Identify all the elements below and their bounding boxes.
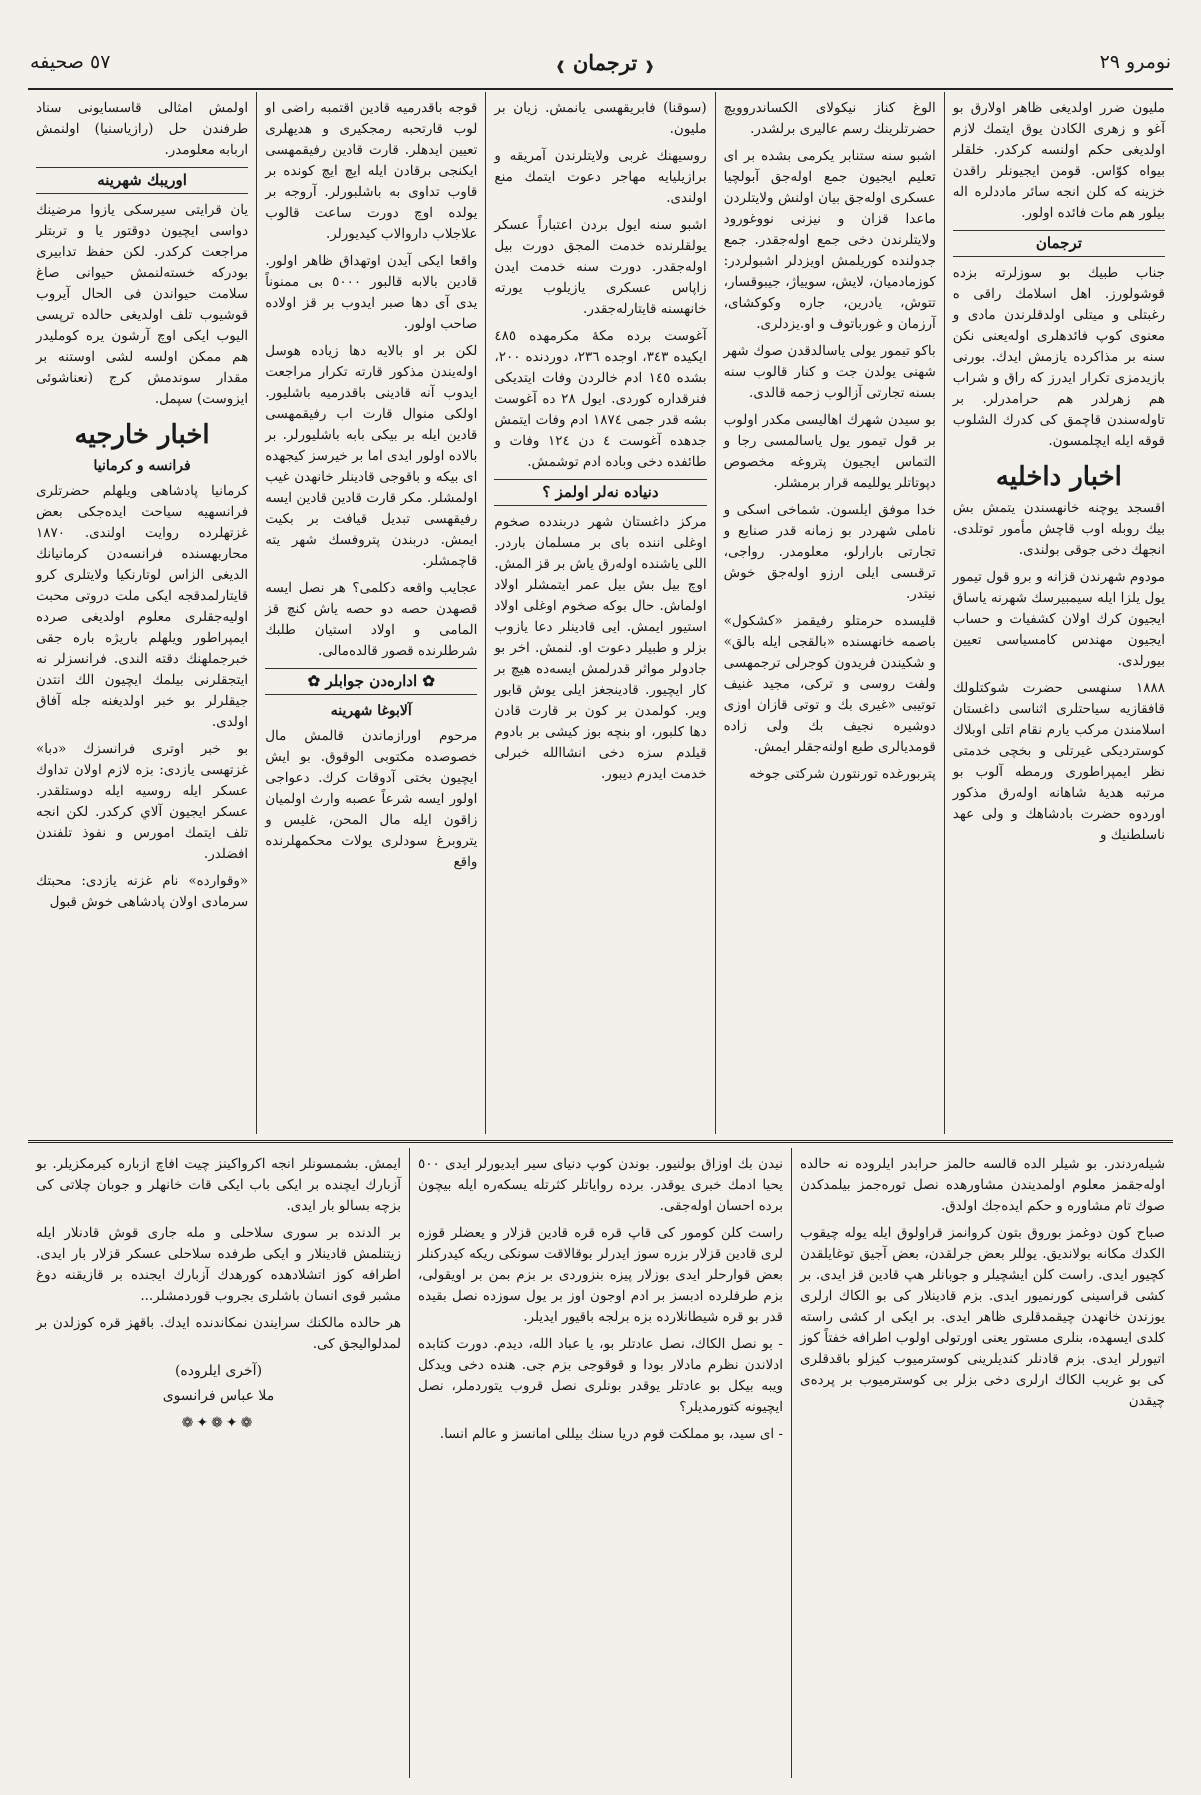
paragraph: قليسده حرمتلو رفيقمز «كشكول» باصمه خانهسنده «بالقجى ايله بالق» و شكيندن فريدون كوجرلى ترجمهسى ولفت روسى و تركى، مجيد غنيف توتيبى «غيرى بك و توتى قازان اوزى دوشيره نجيف بك ولى زاده قومديالرى طبع اولنەجقلر ايمش. — [723, 613, 936, 755]
paragraph: عجايب واقعه دكلمى؟ هر نصل ايسه قصهدن حصه دو حصه ياش كنچ قز المامى و اولاد استيان طلبك شرطلرنده قصور قالدەمالى. — [265, 580, 478, 659]
paragraph: ايمش. بشمسونلر انجه اكرواكينز چيت افاچ ازباره كيرمكزيلر. بو آزبارك ايچنده بر ايكى باب ايكى قات خانهلر و جوبان چلاتى كى بزچه بسالو بار ايدى. — [36, 1156, 401, 1214]
masthead — [30, 40, 1171, 84]
feuilleton-column-3 — [28, 1148, 409, 1778]
paragraph: صباح كون دوغمز بوروق بتون كروانمز قراولوق ايله يوله چيقوب الكدك مكانه بولانديق. يوللر بعض جرلقدن، بعض آجيق توغايلقدن كچيور ايدى. راست كلن ايشچيلر و جوبانلر هپ قادين قز ايدى. بر كشى قراسينى كورنميور ايدى. بزم قادينلار كى بو الكاك ارلرى يوزندن خانهدن چيقمدقلرى ظاهر ايدى. بر ايكى ار كشى راسته كلدى ايسهده، بنلرى مستور يعنى اورتولى اولوب اطرافه خفتاً كوز اتيورلر ايدى. بزم قادنلر كنديلرينى كوسترميوب كيزلو باقدقلرى كى بو غريب الكاك ارلرى دخى بزلر بى كوسترميوب بر پرده‌ى چيقدن — [800, 1225, 1165, 1409]
paragraph: خدا موفق ايلسون. شماخى اسكى و ناملى شهردر بو زمانه قدر صنايع و تجارتى بارارلو، معلومدر. رواجى، ترقىسى ايلى ارزو اولەجق خوش نيتدر. — [723, 502, 936, 602]
masthead-rule — [28, 88, 1173, 90]
paragraph: اقسجد يوچنه خانهسندن يتمش بش بيك روبله اوب قاچش مأمور توتلدى. انجهك دخى جوقى بولندى. — [952, 500, 1165, 558]
paragraph: مرحوم اورازماندن قالمش مال خصوصده مكتوبى الوقوق. بو ايش ايچيون بختى آدوقات كرك. دعواجى اولور ايسه شرعاً عصبه وارث اولميان زاقون ايله مال المحن، غليس و يتروبرغ سودلرى يولات محكمهلرنده واقع — [265, 728, 478, 870]
paragraph: - بو نصل الكاك، نصل عادتلر بو، يا عباد الله، ديدم. دورت كتابده ادلاندن نظرم مادلار بودا و قوقوجى بزم جى. هنده دخى ويدكل ويبه بيكل بو عادتلر يوقدر بونلرى نصل قروب يتوردملر، نصل ايچيونه كتورمديلر؟ — [418, 1336, 783, 1415]
paragraph: مليون ضرر اولديغى ظاهر اولارق بو آغو و زهرى الكادن يوق ايتمك لازم اولديغى حكم اولنسه كركدر. خلقلر بيواه كوّاس. قومن ايجيونلر راقدن خزينه كه كلن انجه سائر ماددلره اله بيلور هم مات فائده اولور. — [952, 100, 1165, 221]
continued-note: (آخرى ايلروده) — [174, 1363, 263, 1379]
paragraph: - اى سيد، بو مملكت قوم دريا سنك بيللى امانسز و عالم انسا. — [439, 1426, 783, 1442]
paragraph: هر حالده مالكنك سرايندن نمكاندنده ايدك. باقهز قره كوزلدن بر لمدلواليجق كى. — [36, 1315, 401, 1352]
paragraph: پتربورغده تورنتورن شركتى جوخه — [749, 766, 936, 782]
feuilleton-column-2 — [409, 1148, 791, 1778]
paragraph: بر الدنده بر سورى سلاحلى و مله جارى قوش قادنلار ايله زيتنلمش قادينلار و ايكى طرفده سلاحلى عسكر قزلار بار ايدى. اطرافه كوز اتشلادهده كورهدك آزبارك ايجنده بر قازيقنه دوغ مشبر قوى انسان باشلرى بجروب قوردمشلر... — [36, 1225, 401, 1304]
paragraph: اشبو سنه ايول بردن اعتباراً عسكر يولقلرنده خدمت المجق دورت بيل اولەجقدر. دورت سنه خدمت ايدن زاپاس عسكرى يازيلوب يورته خانهسنه قايتارلەجقدر. — [494, 217, 707, 317]
paragraph: (سوقنا) فابريقهسى يانمش. زيان بر مليون. — [494, 100, 707, 137]
ornament-divider-icon: ❁✦❁✦❁ — [181, 1415, 256, 1431]
ornament-icon: ❱ — [555, 58, 566, 73]
lower-columns — [28, 1148, 1173, 1778]
column-1 — [944, 92, 1173, 1134]
feuilleton-rule — [28, 1140, 1173, 1143]
section-banner: اخبار خارجيه — [74, 420, 210, 450]
flower-icon: ✿ — [422, 672, 435, 690]
paragraph: آغوست برده مكهٔ مكرمهده ٤٨٥ ايكيده ٣٤٣، اوجده ٢٣٦، دوردنده ٢٠٠، بشده ١٤٥ ادم خالردن وفات ايتديكى فنرقداره كوردى. ايول ٢٨ ده آغوست بشه قدر جمى ١٨٧٤ ادم وفات ايتمش جدهده آغوست ٤ دن ١٢٤ وفات و طائفده دخى وباده ادم توشمش. — [494, 328, 707, 470]
paragraph: نيدن بك اوزاق بولنيور. بوندن كوپ دنياى سير ايديورلر ايدى ٥٠٠ يحيا ادمك خبرى يوقدر. برده رواياتلر كثرتله يسكەره ايله بيچون برده احسان اولەجقى. — [418, 1156, 783, 1214]
paragraph: اشبو سنه ستنابر يكرمى بشده بر اى تعليم ايجيون جمع اولەجق آبولچيا عسكرى اولەجق بيان اولنش ولايتلردن ماعدا قزان و نيزنى نووغورود ولايتلرندن دخى جمع اولەجقدر. جمع جدولنده كوريلمش اويزدلر اشبولردر: كوزمادميان، لايش، سويياژ، جيبوقسار، تتوش، يادرين، جاره وكوكشاى، آرزمان و غورباتوف و او.يزدلرى. — [723, 148, 936, 332]
flower-icon: ✿ — [307, 672, 321, 690]
newspaper-title — [555, 50, 654, 75]
newspaper-title-text: ترجمان — [572, 49, 638, 75]
paragraph: جناب طبيك بو سوزلرته بزده قوشولورز. اهل اسلامك راقى ه رغبتلى و ميتلى اولدقلرندن مادى و معنوى كوپ فائدهلرى اولەيعنى نكن سنه بر مذاكرده يازمش ايدك. بورنى بازيدمزى تكرار ايدرز كه راق و شراب هم زهرلدر هم حرامدرلر. بر تاولەسندن قاچمق كى كدرك الشلوب قوقه ايله ايچلمسون. — [952, 265, 1165, 449]
section-header: اوريبك شهرينه — [36, 167, 248, 194]
section-header: ترجمان — [953, 230, 1165, 257]
section-header-text: اداره‌دن جوابلر — [325, 672, 418, 690]
column-3 — [485, 92, 714, 1134]
paragraph: قوجه باقدرميه قادين اقتمبه راضى او لوب قارتحبه رمجكيرى و هديهلرى تعيين ايدهلر. قارت قادين رفيقمهسى ايكنجى برقادن ايله ايچ ايچ كونده بر قاوب تداوى به باشلبورلر. آروجه بر يولده اوچ دورت ساعت قالوب علاجلاب داروالاب كيديورلر. — [265, 100, 478, 242]
issue-number: نومرو ٢٩ — [1099, 51, 1171, 73]
ornament-icon: ❰ — [644, 58, 655, 73]
column-5 — [28, 92, 256, 1134]
subheader: آلابوغا شهرينه — [330, 703, 412, 719]
paragraph: بو سيدن شهرك اهاليسى مكدر اولوب بر قول تيمور يول ياسالمسى رجا و التماس ايجيون پتروغه مخصوص دپوتاتلر يولليمه قرار برمشلر. — [723, 412, 936, 491]
paragraph: مودوم شهرندن قزانه و برو قول تيمور يول يلزا ايله سيمبيرسك شهرنه ياساق ايجيون كرك اولان كشفيات و حساب ايجيون مهندس كامسياسى تعيين بيورلدى. — [952, 569, 1165, 669]
paragraph: ١٨٨٨ سنهسى حضرت شوكتلولك قافقازيه سياحتلرى اثناسى داغستان اسلامندن مركب يارم نقام اتلى اوبلاك كوسترديكى غيرتلى و بخچى خدمتى نظر ايمپراطورى ورمطه آلوب بو مرتبه هديهٔ شاهانه اولەرق مذكور اوردوه حضرت بادشاهك و ولى عهد ناسلطنيك و — [952, 680, 1165, 843]
paragraph: يان قرايتى سيرسكى يازوا مرضينك دواسى ايچيون دوقتور يا و تربتلر مراجعت كركدر. لكن حفظ تدابيرى بودركه خسته‌لنمش حيوانى صاغ سلامت حيواندن فى الحال آيروب قوشيوب تلف اولديغى حالده ترپسى اليوب ايكى اوچ آرشون يره كومليدر هم ممكن اولسه لشى اوستنه بر مقدار سوندمش كرج (نعناشوئى ايزوست) سپمل. — [35, 202, 249, 407]
paragraph: باكو تيمور يولى ياسالدقدن صوك شهر شهنى يولدن جت و كنار قالوب سنه بسنه تجارتى آزالوب زحمه قالدى. — [723, 343, 936, 401]
section-header: دنياده نەلر اولمز ؟ — [494, 479, 706, 506]
paragraph: اولمش امثالى قاسسايونى سناد طرفندن حل (رازياسنيا) اولنمش اربابه معلومدر. — [35, 100, 249, 158]
paragraph: «وقوارده» نام غزنه يازدى: محبتك سرمادى اولان پادشاهى خوش قبول — [35, 873, 249, 910]
subheader: فرانسه و كرمانيا — [93, 458, 191, 474]
paragraph: شيلەردندر. بو شيلر الده قالسه حالمز حرابدر ايلروده نه حالده اولەجقمز معلوم اولمديندن مشاورهده نصل تورەجمز بيلمدكدن صوك تام مشاوره و حكم ايدەجك اولدق. — [800, 1156, 1165, 1214]
author-signature: ملا عباس فرانسوى — [162, 1388, 275, 1404]
paragraph: كرمانيا پادشاهى ويلهلم حضرتلرى فرانسهيه سياحت ايدەجكى بعض غزتهلرده روايت اولندى. ١٨٧٠ محاربهسنده فرانسه‌دن كرمانيانك الديغى الزاس لوتارنكيا ولايتلرى كرو قايتارلمدقجه ايكى ملت دروتى محبت اوليه‌جقلرى معلوم اولديغى صرده ايمپراطور ويلهلم باريژه باره جقى خبرجملهنك دقته الندى. فرانسزلر نه ايتجقلرنى بيلمك ايچيون الك انتدن جيقلرلر بو خبر اولديغنه جله آفاق اولدى. — [35, 483, 249, 730]
paragraph: راست كلن كومور كى قاپ قره قره قادين قزلار و يعضلر قوزه لرى قادين قزلار بزره سوز ايدرلر بوقالاقت سونكى ريكه كيدركنلر بعض قوارحلر ايدى بوزلار پيزه بنزوردى بر بزم بمن بر اويقولى، بزم طرفلرده ادبسز بر ادم اوجون اوز بر يول سوزده نصل بقيده قدر بو قره شيطانلارده بزه برلجه باقيور ايديلر. — [418, 1225, 783, 1325]
section-banner: اخبار داخليه — [995, 462, 1122, 492]
paragraph: الوغ كناز نيكولاى الكساندروويچ حضرتلرينك رسم عاليرى برلشدر. — [723, 100, 936, 137]
upper-columns — [28, 92, 1173, 1134]
column-4 — [256, 92, 485, 1134]
paragraph: بو خبر اوترى فرانسزك «دبا» غزتهسى يازدى: بزه لازم اولان تداوك عسكر ايله روسيه ايله دوستلقدر. عسكر ايجيون آلاي كركدر. لكن انجه تلف ايتمك امورس و نفوذ تلفندن افضلدر. — [35, 741, 249, 862]
feuilleton-column-1 — [791, 1148, 1173, 1778]
paragraph: لكن بر او بالايه دها زياده هوسل اولەيندن مذكور قارته تكرار مراجعت ايدوب آنه قادينى باقدرميه باشليور. اولكى منوال قارت اب رفيقمهسى قادين ايله بر بيكى بابه باشليورلر. بر بالاده اولور ايدى اما بر خيرسز كيجهده اى بيكه و باقوجى قادينلر خانهدن غيب اولمشلر. مكر قارت قادين قادين ايسه رفيقهسى تبديل قيافت بر بكيت ايمش. دربندن پتروفسك شهر يته قاچمشلر. — [265, 343, 478, 569]
paragraph: واقعا ايكى آيدن اوتهداق ظاهر اولور. قادين بالابه قالبور ٥٠٠٠ بى ممنوناً يدى آى دها صبر ايدوب بر قز اولاده صاحب اولور. — [265, 253, 478, 332]
section-header — [265, 668, 477, 695]
paragraph: روسيهنك غربى ولايتلرندن آمريقه و برازيليايه مهاجر دعوت ايتمك منع اولندى. — [494, 148, 707, 206]
paragraph: مركز داغستان شهر دربندده صخوم اوغلى اننده باى بر مسلمان باردر. اللى ياشنده اولەرق ياش بر قز المش. اوچ بيل بش بيل عمر ايتمشلر اولاد اولماش. حال بوكه صخوم اوغلى اولاد استيور ايمش. ايى قادينلر دعا يازوب بزلر و طبيلر دعوت او. لنمش. اخر بو جادولر مواثر قدرلمش ايسەده هيچ بر كار ايچيور. قادينجغز ايلى يوش قابور وير. كولمدن بر كون بر قارت قادن دها كلبور، او بنچه بوز كيشى بر بادوم قيلدم سزه دخى انشاالله خبرلى خدمت ايدرم ديبور. — [494, 514, 707, 782]
page-number: ٥٧ صحيفه — [30, 51, 111, 73]
column-2 — [715, 92, 944, 1134]
